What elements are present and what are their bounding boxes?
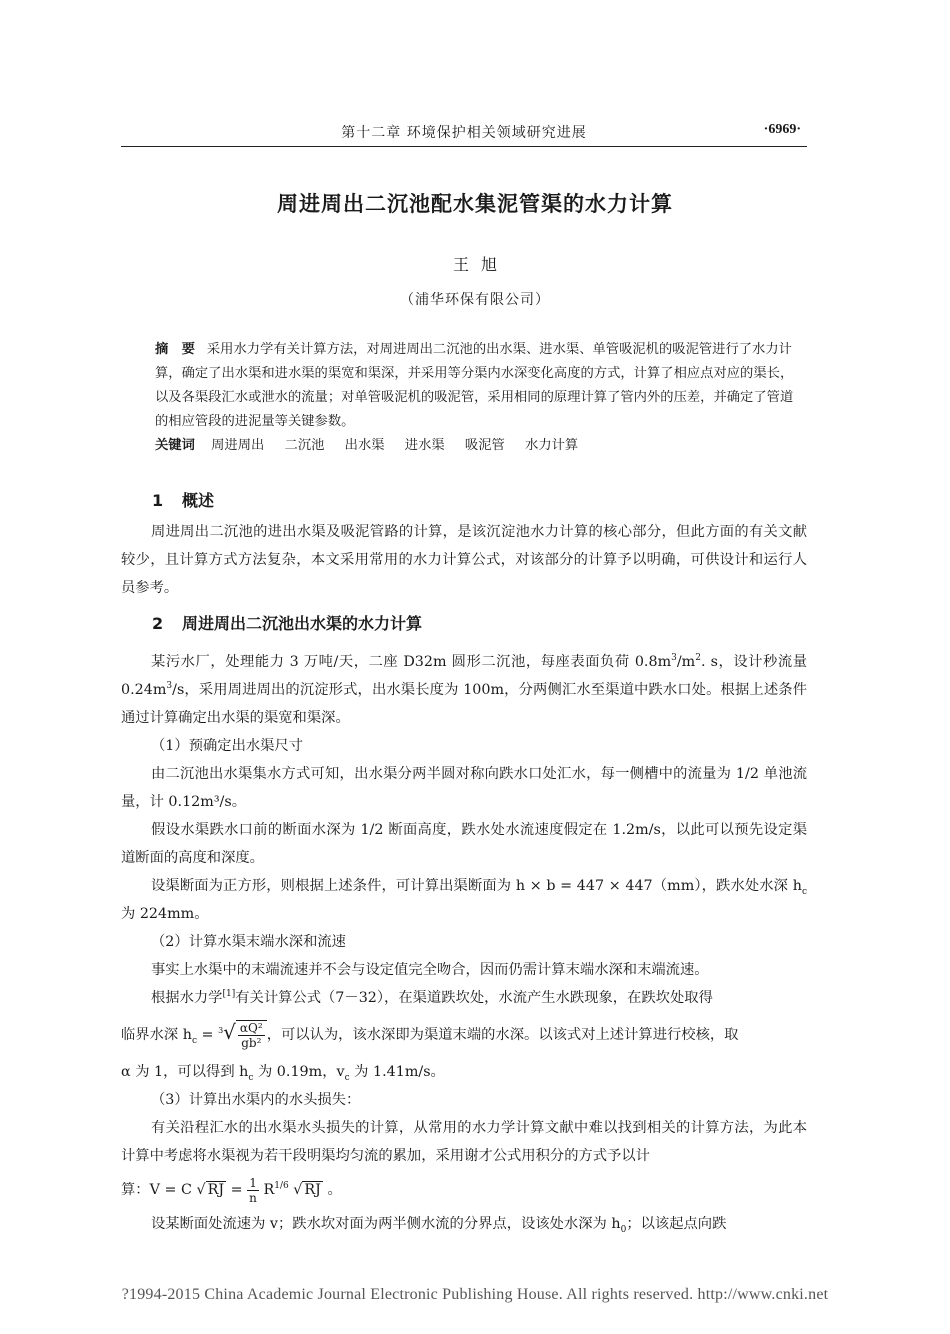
keyword: 周进周出 — [211, 438, 265, 453]
body-text-2 — [121, 648, 807, 1238]
paragraph — [121, 1210, 807, 1238]
text-run: 为 1.41m/s。 — [349, 1064, 445, 1080]
subscript: c — [191, 1035, 197, 1046]
text-run: α 为 1，可以得到 h — [121, 1064, 249, 1080]
subscript: c — [248, 1072, 254, 1083]
text-run: /m — [676, 654, 696, 670]
text-run: . s，设计秒流量 0.24m — [121, 654, 807, 698]
text-run: 有关计算公式（7－32），在渠道跌坎处，水流产生水跌现象，在跌坎处取得 — [235, 990, 713, 1006]
equals-sign: = — [201, 1027, 214, 1043]
section-2-heading — [152, 611, 422, 634]
superscript: 3 — [671, 653, 677, 664]
paragraph: 假设水渠跌水口前的断面水深为 1/2 断面高度，跌水处水流速度假定在 1.2m/s，以此可以预先设定渠道断面的高度和深度。 — [121, 822, 807, 866]
root-index: 3 — [218, 1026, 224, 1036]
copyright-footer: ?1994-2015 China Academic Journal Electronic Publishing House. All rights reserved. http://www.cnki.net — [121, 1286, 829, 1303]
text-run: ，可以认为，该水深即为渠道末端的水深。以该式对上述计算进行校核，取 — [266, 1027, 739, 1043]
paragraph: 事实上水渠中的末端流速并不会与设定值完全吻合，因而仍需计算末端水深和末端流速。 — [151, 962, 709, 978]
fraction-numerator: αQ² — [239, 1021, 263, 1035]
text-run: /s，采用周进周出的沉淀形式，出水渠长度为 100m，分两侧汇水至渠道中跌水口处。根据上述条件通过计算确定出水渠的渠宽和渠深。 — [121, 682, 807, 726]
exponent: 1/6 — [274, 1181, 289, 1192]
abstract-body: 采用水力学有关计算方法，对周进周出二沉池的出水渠、进水渠、单管吸泥机的吸泥管进行了水力计算，确定了出水渠和进水渠的渠宽和渠深，并采用等分渠内水深变化高度的方式，计算了相应点对应的渠长，以及各渠段汇水或泄水的流量；对单管吸泥机的吸泥管，采用相同的原理计算了管内外的压差，并确定了管道的相应管段的进泥量等关键参数。 — [155, 342, 794, 429]
keywords-label: 关键词 — [155, 438, 195, 453]
text-run: 设某断面处流速为 v；跌水坎对面为两半侧水流的分界点，设该处水深为 h — [151, 1216, 621, 1232]
text-run: 临界水深 h — [121, 1027, 192, 1043]
keyword: 二沉池 — [284, 438, 325, 453]
text-run: 设渠断面为正方形，则根据上述条件，可计算出渠断面为 h × b = 447 × 447（mm），跌水处水深 h — [151, 878, 802, 894]
author-affiliation: （浦华环保有限公司） — [400, 292, 550, 308]
text-run: 。 — [327, 1182, 342, 1198]
formula-line — [121, 1012, 807, 1058]
text-run: 算：V = C — [121, 1182, 192, 1198]
keyword: 进水渠 — [404, 438, 445, 453]
author-name: 王旭 — [452, 255, 509, 274]
chapter-title: 第十二章 环境保护相关领域研究进展 — [341, 125, 587, 141]
subscript: 0 — [620, 1224, 627, 1235]
exponent-den: 6 — [283, 1181, 289, 1192]
keyword: 水力计算 — [525, 438, 579, 453]
abstract-label: 摘 要 — [155, 342, 195, 357]
text-run: ；以该起点向跌 — [626, 1216, 727, 1232]
superscript: 3 — [166, 681, 173, 692]
keywords-line — [155, 434, 797, 458]
exponent-num: 1 — [274, 1181, 280, 1192]
paragraph: 周进周出二沉池的进出水渠及吸泥管路的计算，是该沉淀池水力计算的核心部分，但此方面的有关文献较少，且计算方式方法复杂，本文采用常用的水力计算公式，对该部分的计算予以明确，可供设计和运行人员参考。 — [121, 524, 807, 596]
page-number: ·6969· — [763, 122, 801, 137]
paragraph — [121, 648, 807, 732]
subsection-heading: （1）预确定出水渠尺寸 — [151, 738, 304, 754]
fraction-numerator: 1 — [247, 1176, 259, 1191]
citation-ref: [1] — [222, 989, 236, 1000]
formula-line: 算：V = C √ RJ = $\frac{1}{n}$ $R^{1/6}$ √ RJ 。 — [121, 1175, 342, 1205]
fraction — [236, 1020, 267, 1050]
subsection-heading: （3）计算出水渠内的水头损失： — [151, 1092, 361, 1108]
section-title: 概述 — [182, 491, 215, 510]
subscript: c — [344, 1072, 350, 1083]
section-number: 2 — [152, 614, 164, 633]
paragraph: 由二沉池出水渠集水方式可知，出水渠分两半圆对称向跌水口处汇水，每一侧槽中的流量为 1/2 单池流量，计 0.12m³/s。 — [121, 766, 807, 810]
fraction — [247, 1176, 259, 1205]
running-header — [121, 120, 807, 147]
abstract-text — [155, 338, 797, 434]
paper-title: 周进周出二沉池配水集泥管渠的水力计算 — [277, 192, 673, 216]
text-run: 根据水力学 — [151, 990, 223, 1006]
abstract-block — [155, 338, 797, 458]
subsection-heading: （2）计算水渠末端水深和流速 — [151, 934, 346, 950]
critical-depth-formula: $^3$√ $\frac{\text{αQ²}}{\text{gb²}}$ — [218, 1020, 267, 1050]
paragraph — [121, 1058, 807, 1086]
section-title: 周进周出二沉池出水渠的水力计算 — [182, 614, 423, 633]
paragraph — [121, 984, 807, 1012]
superscript: 2 — [695, 653, 701, 664]
keyword: 出水渠 — [344, 438, 385, 453]
radicand: RJ — [207, 1182, 225, 1198]
fraction-denominator: n — [249, 1190, 257, 1205]
fraction-denominator: gb² — [241, 1036, 262, 1050]
paragraph — [121, 872, 807, 928]
text-run: 某污水厂，处理能力 3 万吨/天，二座 D32m 圆形二沉池，每座表面负荷 0.8m — [151, 654, 672, 670]
text-run: 为 0.19m，v — [253, 1064, 345, 1080]
text-run: 为 224mm。 — [121, 906, 209, 922]
section-1-heading — [152, 488, 214, 511]
equals-sign: = — [230, 1182, 243, 1198]
subscript: c — [801, 886, 807, 897]
radicand: RJ — [304, 1182, 321, 1198]
section-number: 1 — [152, 491, 164, 510]
hydraulic-radius: R — [263, 1182, 275, 1198]
keyword: 吸泥管 — [464, 438, 505, 453]
body-text-1 — [121, 518, 807, 602]
paragraph: 有关沿程汇水的出水渠水头损失的计算，从常用的水力学计算文献中难以找到相关的计算方法，为此本计算中考虑将水渠视为若干段明渠均匀流的累加，采用谢才公式用积分的方式予以计 — [121, 1120, 807, 1164]
